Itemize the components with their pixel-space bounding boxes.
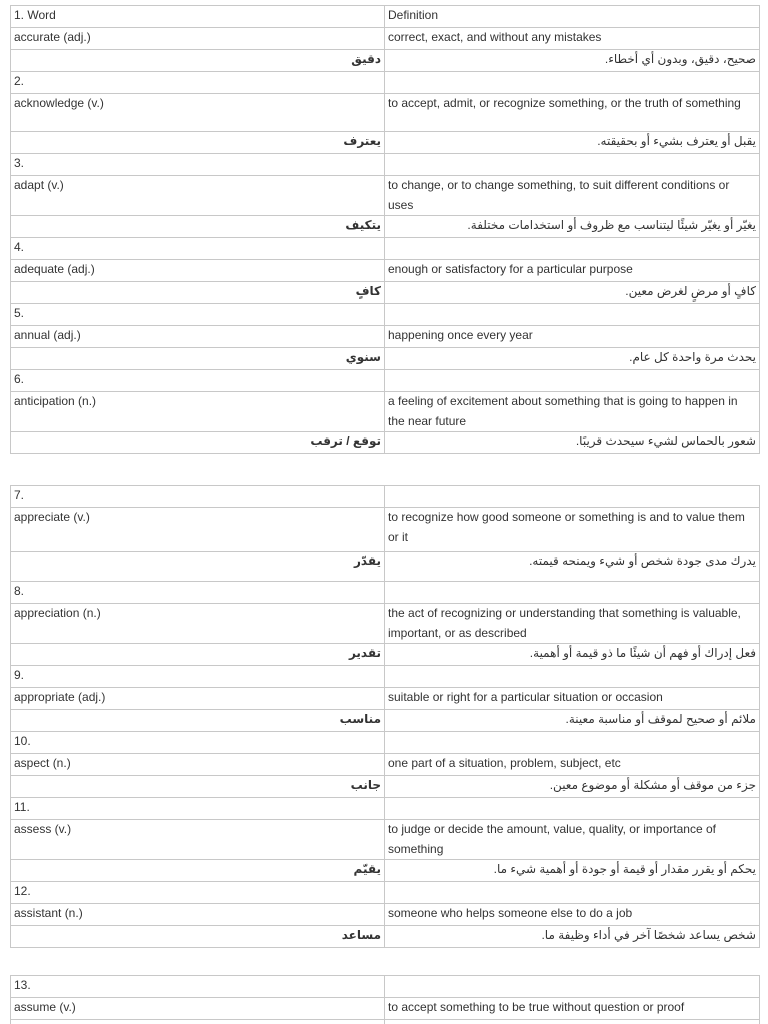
entry-number-row (11, 304, 760, 326)
arabic-word-cell: مساعد (11, 926, 385, 948)
definition-cell (385, 154, 760, 176)
arabic-translation-row (11, 432, 760, 454)
entry-number-row (11, 582, 760, 604)
english-definition-row (11, 260, 760, 282)
arabic-definition-cell: يغيّر أو يغيّر شيئًا ليتناسب مع ظروف أو استخدامات مختلفة. (385, 216, 760, 238)
entry-number-cell: 4. (11, 238, 385, 260)
arabic-translation-row (11, 1020, 760, 1024)
definition-cell (385, 582, 760, 604)
definition-cell: to judge or decide the amount, value, quality, or importance of something (385, 820, 760, 860)
word-cell: acknowledge (v.) (11, 94, 385, 132)
arabic-word-cell: تقدير (11, 644, 385, 666)
entry-number-row (11, 732, 760, 754)
arabic-definition-cell: صحيح، دقيق، وبدون أي أخطاء. (385, 50, 760, 72)
definition-cell (385, 370, 760, 392)
entry-number-row (11, 370, 760, 392)
arabic-definition-cell (385, 1020, 760, 1024)
definition-cell: one part of a situation, problem, subject, etc (385, 754, 760, 776)
arabic-definition-cell: يحكم أو يقرر مقدار أو قيمة أو جودة أو أهمية شيء ما. (385, 860, 760, 882)
definition-cell: Definition (385, 6, 760, 28)
arabic-translation-row (11, 926, 760, 948)
entry-number-row (11, 72, 760, 94)
word-cell: annual (adj.) (11, 326, 385, 348)
definition-cell (385, 882, 760, 904)
arabic-definition-cell: يقبل أو يعترف بشيء أو بحقيقته. (385, 132, 760, 154)
arabic-translation-row (11, 132, 760, 154)
definition-cell: a feeling of excitement about something that is going to happen in the near future (385, 392, 760, 432)
definition-cell: to accept something to be true without question or proof (385, 998, 760, 1020)
arabic-word-cell: مناسب (11, 710, 385, 732)
definition-cell (385, 238, 760, 260)
arabic-translation-row (11, 348, 760, 370)
word-cell: assistant (n.) (11, 904, 385, 926)
english-definition-row (11, 508, 760, 552)
arabic-word-cell: يقدّر (11, 552, 385, 582)
vocabulary-table-1 (10, 5, 760, 454)
word-cell: assume (v.) (11, 998, 385, 1020)
arabic-definition-cell: شخص يساعد شخصًا آخر في أداء وظيفة ما. (385, 926, 760, 948)
entry-number-cell: 13. (11, 976, 385, 998)
word-cell: appreciation (n.) (11, 604, 385, 644)
definition-cell (385, 732, 760, 754)
english-definition-row (11, 392, 760, 432)
definition-cell: to recognize how good someone or something is and to value them or it (385, 508, 760, 552)
arabic-translation-row (11, 644, 760, 666)
definition-cell: enough or satisfactory for a particular purpose (385, 260, 760, 282)
word-cell: adapt (v.) (11, 176, 385, 216)
definition-cell (385, 486, 760, 508)
word-cell: anticipation (n.) (11, 392, 385, 432)
vocabulary-table-2 (10, 485, 760, 948)
definition-cell: suitable or right for a particular situation or occasion (385, 688, 760, 710)
arabic-translation-row (11, 216, 760, 238)
arabic-word-cell (11, 1020, 385, 1024)
arabic-definition-cell: فعل إدراك أو فهم أن شيئًا ما ذو قيمة أو أهمية. (385, 644, 760, 666)
vocabulary-table-3 (10, 975, 760, 1024)
english-definition-row (11, 604, 760, 644)
entry-number-cell: 8. (11, 582, 385, 604)
word-cell: appreciate (v.) (11, 508, 385, 552)
entry-number-row (11, 666, 760, 688)
definition-cell: someone who helps someone else to do a job (385, 904, 760, 926)
definition-cell: to accept, admit, or recognize something, or the truth of something (385, 94, 760, 132)
entry-number-cell: 5. (11, 304, 385, 326)
arabic-word-cell: يتكيف (11, 216, 385, 238)
english-definition-row (11, 176, 760, 216)
definition-cell: to change, or to change something, to suit different conditions or uses (385, 176, 760, 216)
entry-number-cell: 11. (11, 798, 385, 820)
arabic-definition-cell: يحدث مرة واحدة كل عام. (385, 348, 760, 370)
entry-number-row (11, 154, 760, 176)
entry-number-row (11, 486, 760, 508)
definition-cell: happening once every year (385, 326, 760, 348)
english-definition-row (11, 820, 760, 860)
english-definition-row (11, 904, 760, 926)
arabic-word-cell: توقع / ترقب (11, 432, 385, 454)
entry-number-cell: 12. (11, 882, 385, 904)
english-definition-row (11, 688, 760, 710)
entry-number-cell: 2. (11, 72, 385, 94)
entry-number-row (11, 238, 760, 260)
word-cell: appropriate (adj.) (11, 688, 385, 710)
english-definition-row (11, 998, 760, 1020)
definition-cell (385, 666, 760, 688)
entry-number-row (11, 6, 760, 28)
entry-number-cell: 3. (11, 154, 385, 176)
arabic-word-cell: سنوي (11, 348, 385, 370)
arabic-definition-cell: كافٍ أو مرضٍ لغرض معين. (385, 282, 760, 304)
entry-number-cell: 10. (11, 732, 385, 754)
definition-cell (385, 976, 760, 998)
english-definition-row (11, 28, 760, 50)
arabic-word-cell: كافٍ (11, 282, 385, 304)
word-cell: assess (v.) (11, 820, 385, 860)
word-cell: adequate (adj.) (11, 260, 385, 282)
english-definition-row (11, 94, 760, 132)
definition-cell: the act of recognizing or understanding that something is valuable, important, or as described (385, 604, 760, 644)
arabic-word-cell: جانب (11, 776, 385, 798)
entry-number-cell: 9. (11, 666, 385, 688)
english-definition-row (11, 326, 760, 348)
arabic-definition-cell: جزء من موقف أو مشكلة أو موضوع معين. (385, 776, 760, 798)
english-definition-row (11, 754, 760, 776)
arabic-translation-row (11, 282, 760, 304)
definition-cell (385, 798, 760, 820)
entry-number-cell: 1. Word (11, 6, 385, 28)
arabic-word-cell: يقيّم (11, 860, 385, 882)
arabic-translation-row (11, 776, 760, 798)
arabic-definition-cell: ملائم أو صحيح لموقف أو مناسبة معينة. (385, 710, 760, 732)
word-cell: accurate (adj.) (11, 28, 385, 50)
definition-cell (385, 304, 760, 326)
entry-number-row (11, 882, 760, 904)
arabic-translation-row (11, 50, 760, 72)
arabic-word-cell: دقيق (11, 50, 385, 72)
entry-number-cell: 6. (11, 370, 385, 392)
word-cell: aspect (n.) (11, 754, 385, 776)
arabic-translation-row (11, 860, 760, 882)
arabic-word-cell: يعترف (11, 132, 385, 154)
arabic-definition-cell: شعور بالحماس لشيء سيحدث قريبًا. (385, 432, 760, 454)
entry-number-row (11, 976, 760, 998)
entry-number-row (11, 798, 760, 820)
entry-number-cell: 7. (11, 486, 385, 508)
arabic-translation-row (11, 552, 760, 582)
definition-cell: correct, exact, and without any mistakes (385, 28, 760, 50)
arabic-translation-row (11, 710, 760, 732)
definition-cell (385, 72, 760, 94)
arabic-definition-cell: يدرك مدى جودة شخص أو شيء ويمنحه قيمته. (385, 552, 760, 582)
